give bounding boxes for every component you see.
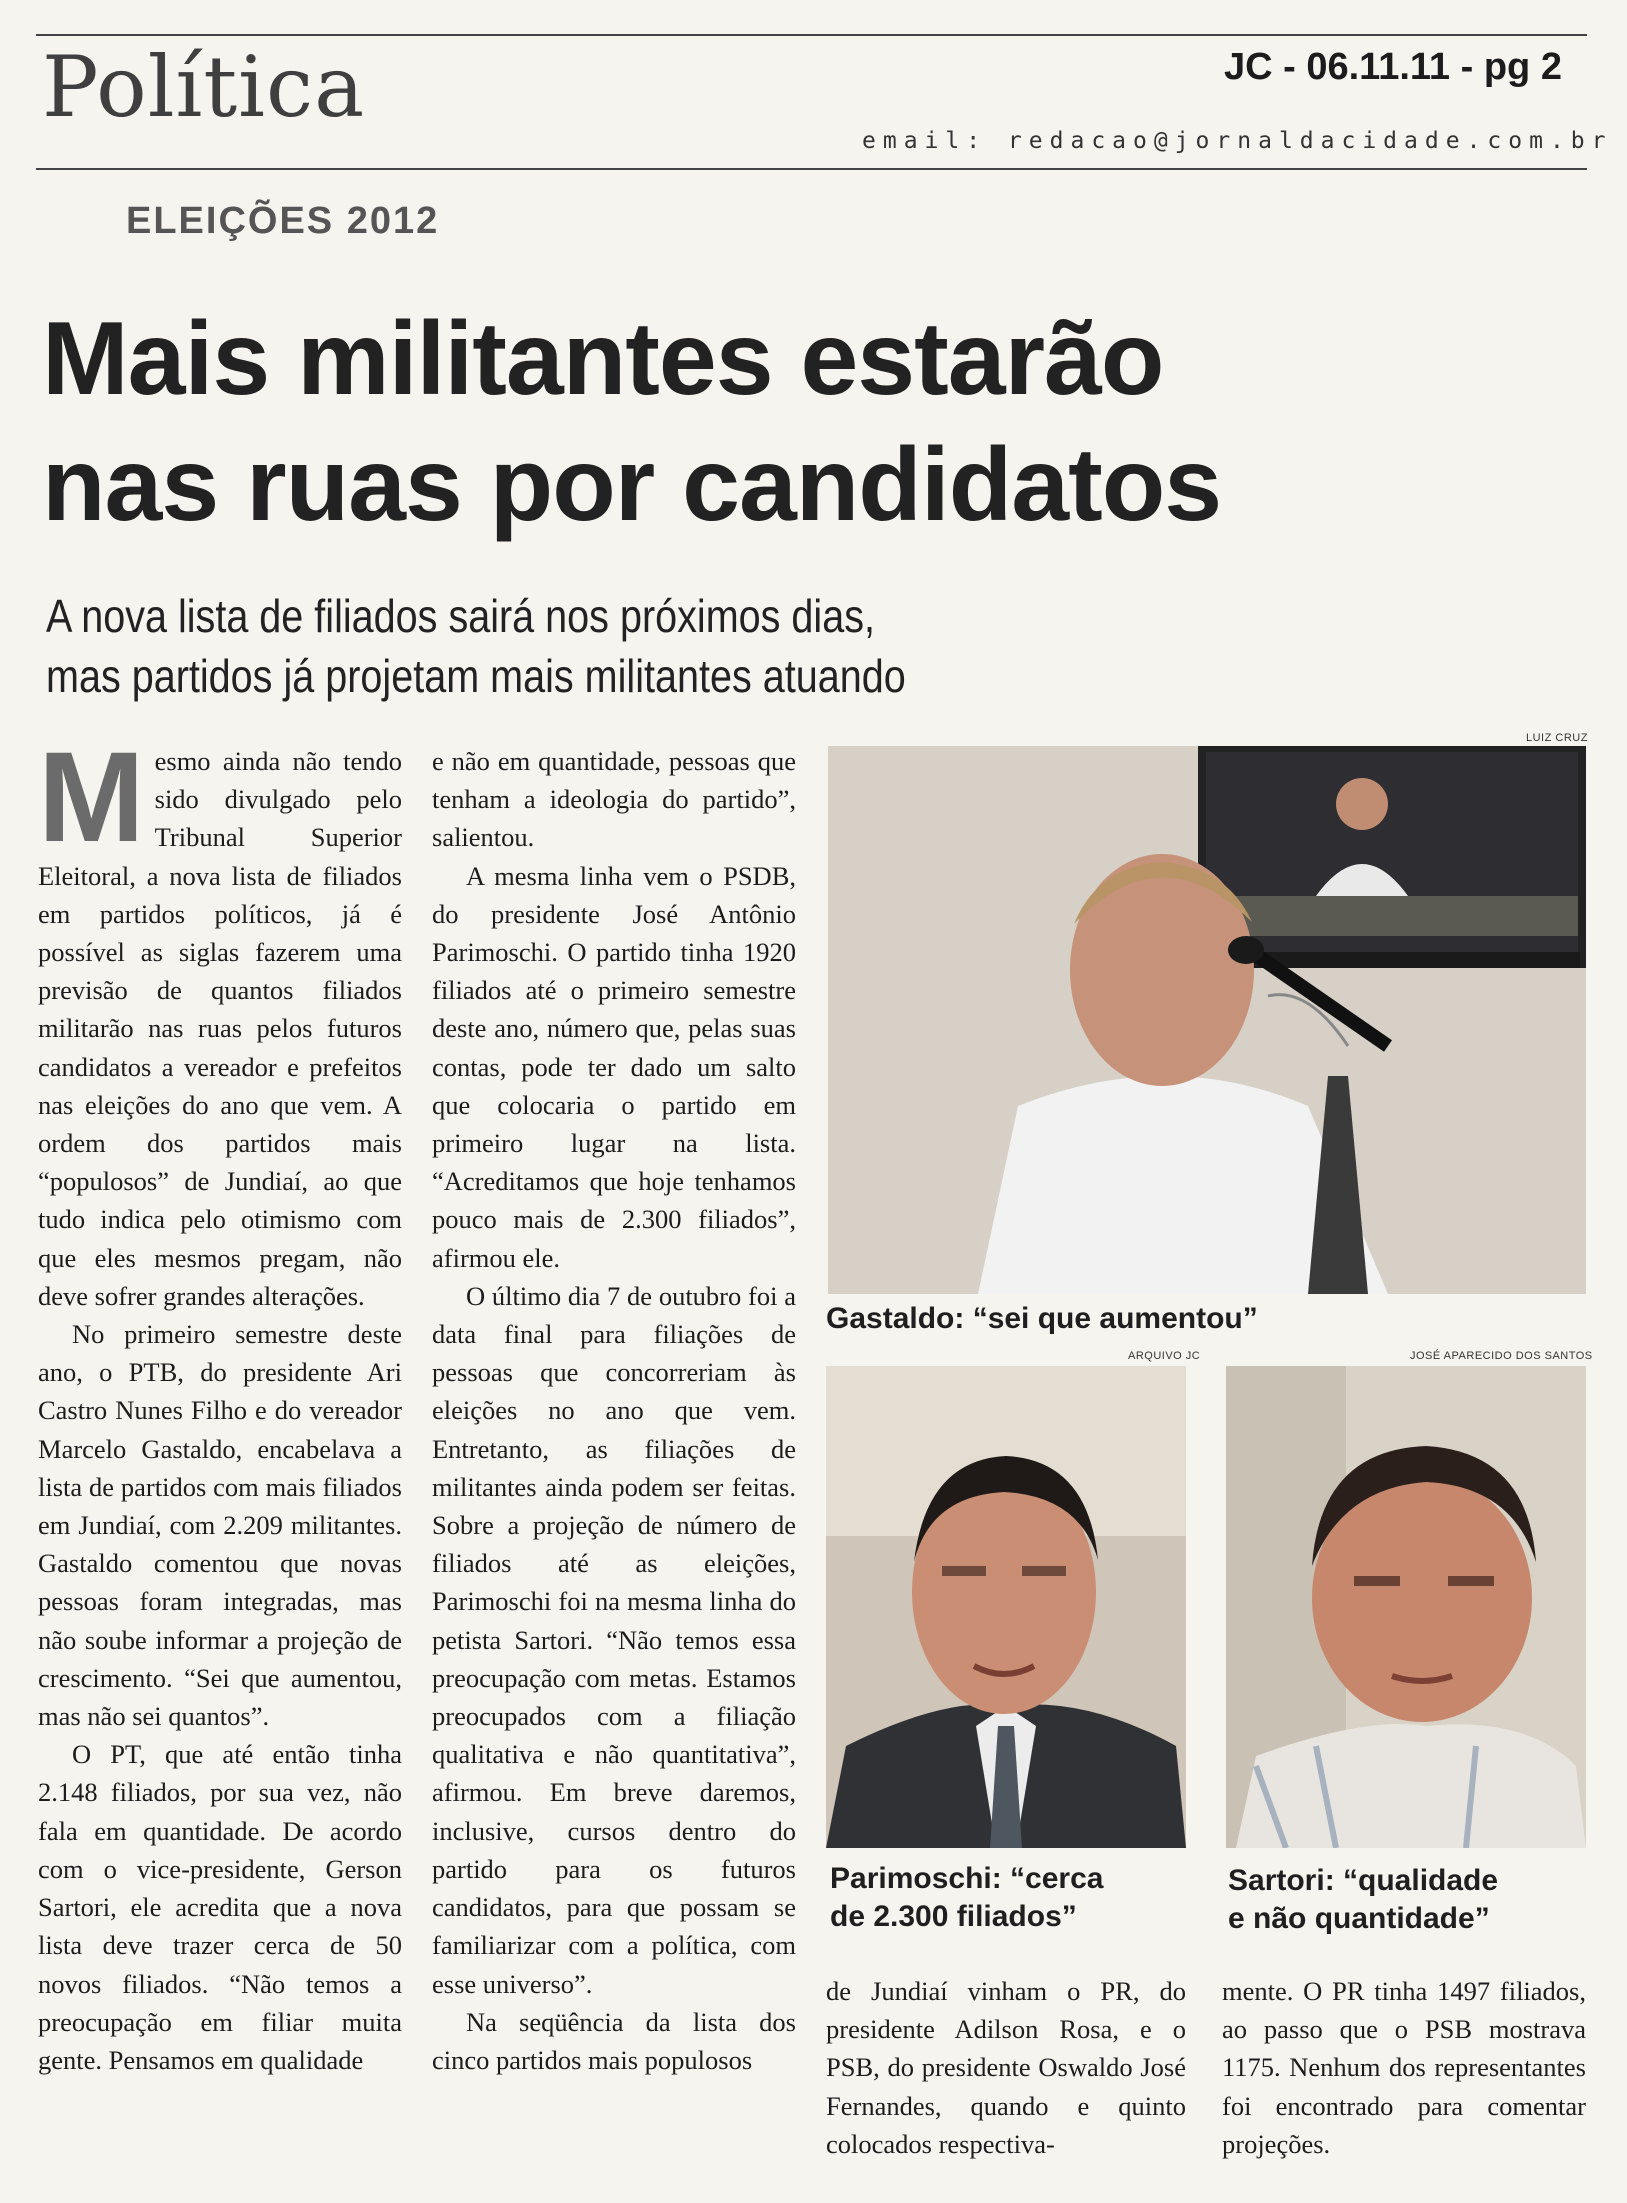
masthead-rule — [36, 168, 1587, 170]
paragraph: O PT, que até então tinha 2.148 filiados, por sua vez, não fala em quantidade. De acordo com o vice-presidente, Gerson Sartori, ele acredita que a nova lista deve trazer cerca de 50 novos filiados. “Não temos a preocupação em filiar muita gente. Pensamos em qualidade — [38, 1739, 402, 2075]
headline-line-2: nas ruas por candidatos — [42, 427, 1222, 543]
photo-caption: Gastaldo: “sei que aumentou” — [826, 1302, 1258, 1335]
top-rule — [36, 34, 1587, 36]
headline-line-1: Mais militantes estarão — [42, 301, 1164, 417]
paragraph: e não em quantidade, pessoas que tenham a ideologia do partido”, salientou. — [432, 746, 796, 853]
gastaldo-photo-illustration — [828, 746, 1586, 1294]
paragraph: mente. O PR tinha 1497 filiados, ao passo que o PSB mostrava 1175. Nenhum dos representantes foi encontrado para comentar projeções. — [1222, 1976, 1586, 2159]
deck-line-2: mas partidos já projetam mais militantes atuando — [46, 650, 906, 702]
caption-line-1: Sartori: “qualidade — [1228, 1864, 1499, 1897]
photo-gastaldo — [828, 746, 1586, 1294]
section-title: Política — [42, 38, 366, 136]
body-column-3 — [826, 1972, 1186, 2163]
body-column-1 — [38, 726, 402, 2079]
body-column-4 — [1222, 1972, 1586, 2163]
body-column-2 — [432, 742, 796, 2079]
paragraph: de Jundiaí vinham o PR, do presidente Adilson Rosa, e o PSB, do presidente Oswaldo José Fernandes, quando e quinto colocados respectiva- — [826, 1976, 1186, 2159]
photo-caption — [1228, 1862, 1498, 1938]
photo-credit: LUIZ CRUZ — [1526, 732, 1588, 744]
contact-email: email: redacao@jornaldacidade.com.br — [862, 128, 1613, 154]
caption-line-2: e não quantidade” — [1228, 1902, 1490, 1935]
photo-caption — [830, 1860, 1103, 1936]
parimoschi-photo-illustration — [826, 1366, 1186, 1848]
paragraph: No primeiro semestre deste ano, o PTB, do presidente Ari Castro Nunes Filho e do vereador Marcelo Gastaldo, encabelava a lista de partidos com mais filiados em Jundiaí, com 2.209 militantes. Gastaldo comentou que novas pessoas foram integradas, mas não soube informar a projeção de crescimento. “Sei que aumentou, mas não sei quantos”. — [38, 1319, 402, 1732]
headline — [42, 296, 1602, 548]
paragraph — [38, 726, 402, 1315]
photo-credit: ARQUIVO JC — [1128, 1350, 1201, 1362]
paragraph-text: esmo ainda não tendo sido divulgado pelo Tribunal Superior Eleitoral, a nova lista de filiados em partidos políticos, já é possível as siglas fazerem uma previsão de quantos filiados militarão nas ruas pelos futuros candidatos a vereador e prefeitos nas eleições do ano que vem. A ordem dos partidos mais “populosos” de Jundiaí, ao que tudo indica pelo otimismo com que eles mesmos pregam, não deve sofrer grandes alterações. — [38, 746, 402, 1311]
kicker: ELEIÇÕES 2012 — [126, 200, 440, 242]
sartori-photo-illustration — [1226, 1366, 1586, 1848]
deck — [46, 586, 906, 706]
paragraph: O último dia 7 de outubro foi a data final para filiações de pessoas que concorreriam às eleições no ano que vem. Entretanto, as filiações de militantes ainda podem ser feitas. Sobre a projeção de número de filiados até as eleições, Parimoschi foi na mesma linha do petista Sartori. “Não temos essa preocupação com metas. Estamos preocupados com a filiação qualitativa e não quantitativa”, afirmou. Em breve daremos, inclusive, cursos dentro do partido para os futuros candidatos, para que possam se familiarizar com a política, com esse universo”. — [432, 1280, 796, 1999]
paragraph: A mesma linha vem o PSDB, do presidente José Antônio Parimoschi. O partido tinha 1920 filiados até o primeiro semestre deste ano, número que, pelas suas contas, pode ter dado um salto que colocaria o partido em primeiro lugar na lista. “Acreditamos que hoje tenhamos pouco mais de 2.300 filiados”, afirmou ele. — [432, 860, 796, 1273]
photo-parimoschi — [826, 1366, 1186, 1848]
photo-sartori — [1226, 1366, 1586, 1848]
caption-line-1: Parimoschi: “cerca — [830, 1862, 1104, 1895]
photo-credit: JOSÉ APARECIDO DOS SANTOS — [1410, 1350, 1593, 1362]
caption-line-2: de 2.300 filiados” — [830, 1900, 1077, 1933]
drop-cap: M — [38, 726, 145, 869]
issue-info: JC - 06.11.11 - pg 2 — [1224, 46, 1562, 88]
deck-line-1: A nova lista de filiados sairá nos próximos dias, — [46, 590, 875, 642]
paragraph: Na seqüência da lista dos cinco partidos mais populosos — [432, 2006, 796, 2075]
